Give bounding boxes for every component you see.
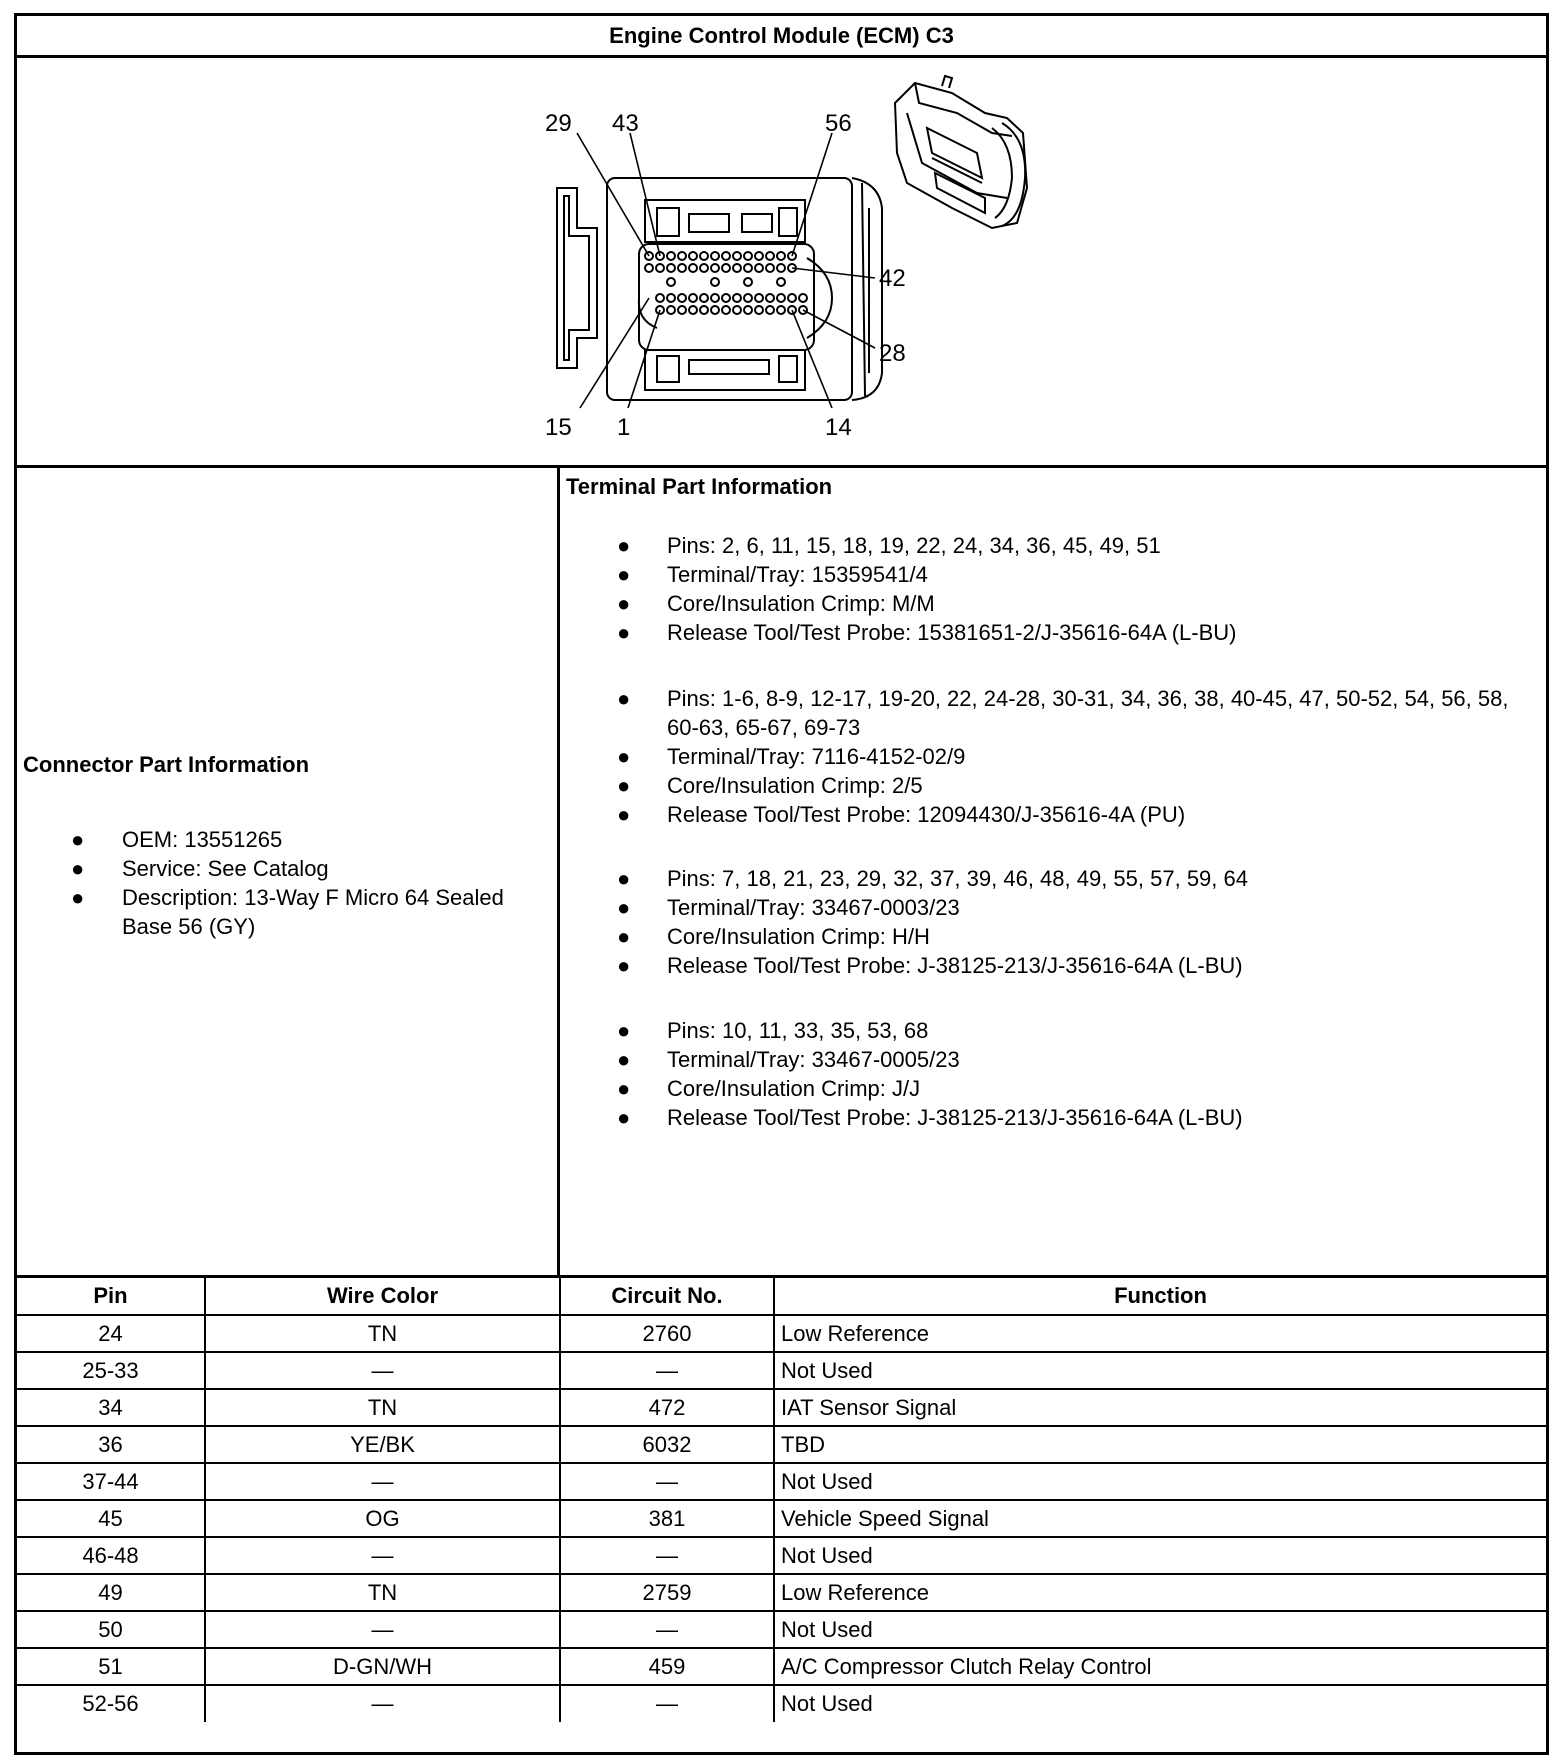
wire-color-cell: TN (205, 1315, 560, 1352)
pin-function-table (17, 1278, 1546, 1722)
circuit-cell: 459 (560, 1648, 774, 1685)
terminal-info-item: ● Pins: 10, 11, 33, 35, 53, 68 (617, 1018, 929, 1043)
terminal-info-item: ● Core/Insulation Crimp: M/M (617, 591, 935, 616)
circuit-cell: 6032 (560, 1426, 774, 1463)
circuit-cell: 2759 (560, 1574, 774, 1611)
leader-lines (577, 133, 875, 408)
pin-label-56: 56 (825, 110, 852, 137)
function-cell: Not Used (774, 1352, 1546, 1389)
function-cell: A/C Compressor Clutch Relay Control (774, 1648, 1546, 1685)
pin-row-bottom (656, 294, 807, 314)
pin-cell: 36 (17, 1426, 205, 1463)
terminal-part-info (560, 468, 1546, 1275)
table-row (17, 1574, 1546, 1611)
connector-info-list (17, 825, 557, 941)
terminal-group-4 (560, 1016, 1546, 1132)
wire-color-cell: — (205, 1463, 560, 1500)
connector-info-item: ● Service: See Catalog (71, 856, 329, 881)
pin-row-middle (667, 278, 785, 286)
pin-label-42: 42 (879, 265, 906, 292)
function-cell: Low Reference (774, 1574, 1546, 1611)
function-cell: Vehicle Speed Signal (774, 1500, 1546, 1537)
wire-color-cell: TN (205, 1574, 560, 1611)
connector-info-heading: Connector Part Information (23, 752, 310, 777)
terminal-info-item: ● Core/Insulation Crimp: H/H (617, 924, 930, 949)
pin-cell: 37-44 (17, 1463, 205, 1500)
wire-color-cell: — (205, 1611, 560, 1648)
pin-cell: 52-56 (17, 1685, 205, 1722)
table-row (17, 1315, 1546, 1352)
col-header-wire-color: Wire Color (205, 1278, 560, 1315)
pin-cell: 51 (17, 1648, 205, 1685)
connector-info-item: ● Description: 13-Way F Micro 64 Sealed Base 56 (GY) (71, 885, 504, 939)
table-row (17, 1352, 1546, 1389)
connector-right-flange (852, 178, 882, 400)
col-header-pin: Pin (17, 1278, 205, 1315)
circuit-cell: 381 (560, 1500, 774, 1537)
terminal-info-item: ● Release Tool/Test Probe: 15381651-2/J-35616-64A (L-BU) (617, 620, 1237, 645)
terminal-info-item: ● Terminal/Tray: 33467-0003/23 (617, 895, 960, 920)
connector-info-item: ● OEM: 13551265 (71, 827, 283, 852)
circuit-cell: — (560, 1611, 774, 1648)
col-header-circuit-no: Circuit No. (560, 1278, 774, 1315)
pin-label-29: 29 (545, 110, 572, 137)
part-info-row (17, 468, 1546, 1278)
wire-color-cell: D-GN/WH (205, 1648, 560, 1685)
connector-diagram (17, 58, 1546, 465)
terminal-info-item: ● Pins: 7, 18, 21, 23, 29, 32, 37, 39, 46, 48, 49, 55, 57, 59, 64 (617, 866, 1248, 891)
pin-label-15: 15 (545, 414, 572, 441)
wire-color-cell: — (205, 1537, 560, 1574)
terminal-info-item: ● Pins: 2, 6, 11, 15, 18, 19, 22, 24, 34, 36, 45, 49, 51 (617, 533, 1161, 558)
circuit-cell: 2760 (560, 1315, 774, 1352)
table-row (17, 1648, 1546, 1685)
table-row (17, 1389, 1546, 1426)
pin-row-top (645, 252, 796, 272)
function-cell: Not Used (774, 1611, 1546, 1648)
pin-cell: 24 (17, 1315, 205, 1352)
terminal-info-item: ● Release Tool/Test Probe: J-38125-213/J-35616-64A (L-BU) (617, 1105, 1243, 1130)
wire-color-cell: OG (205, 1500, 560, 1537)
connector-part-info (17, 468, 560, 1275)
terminal-info-item: ● Terminal/Tray: 15359541/4 (617, 562, 928, 587)
terminal-group-3 (560, 864, 1546, 980)
table-header-row (17, 1278, 1546, 1315)
terminal-info-item: ● Core/Insulation Crimp: J/J (617, 1076, 921, 1101)
function-cell: Low Reference (774, 1315, 1546, 1352)
wire-color-cell: — (205, 1685, 560, 1722)
pin-cell: 34 (17, 1389, 205, 1426)
pin-cell: 50 (17, 1611, 205, 1648)
function-cell: Not Used (774, 1685, 1546, 1722)
pin-cell: 25-33 (17, 1352, 205, 1389)
terminal-info-item: ● Terminal/Tray: 33467-0005/23 (617, 1047, 960, 1072)
wire-color-cell: — (205, 1352, 560, 1389)
table-row (17, 1463, 1546, 1500)
circuit-cell: — (560, 1685, 774, 1722)
terminal-info-item: ● Terminal/Tray: 7116-4152-02/9 (617, 744, 966, 769)
function-cell: IAT Sensor Signal (774, 1389, 1546, 1426)
table-row (17, 1537, 1546, 1574)
table-row (17, 1611, 1546, 1648)
connector-isometric-view (895, 76, 1027, 228)
wire-color-cell: TN (205, 1389, 560, 1426)
pin-cell: 49 (17, 1574, 205, 1611)
circuit-cell: — (560, 1352, 774, 1389)
connector-document (14, 13, 1549, 1755)
pin-cell: 46-48 (17, 1537, 205, 1574)
circuit-cell: — (560, 1537, 774, 1574)
table-row (17, 1500, 1546, 1537)
terminal-info-item: ● Core/Insulation Crimp: 2/5 (617, 773, 923, 798)
pin-label-14: 14 (825, 414, 852, 441)
table-row (17, 1426, 1546, 1463)
terminal-group-2 (560, 684, 1546, 829)
wire-color-cell: YE/BK (205, 1426, 560, 1463)
pin-cell: 45 (17, 1500, 205, 1537)
terminal-group-1 (560, 531, 1546, 647)
terminal-info-item: ● Pins: 1-6, 8-9, 12-17, 19-20, 22, 24-28, 30-31, 34, 36, 38, 40-45, 47, 50-52, 54, 56, 58, 60-63, 65-67, 69-73 (617, 686, 1509, 740)
terminal-info-heading: Terminal Part Information (566, 474, 833, 499)
circuit-cell: — (560, 1463, 774, 1500)
pin-label-1: 1 (617, 414, 631, 441)
function-cell: Not Used (774, 1463, 1546, 1500)
terminal-info-item: ● Release Tool/Test Probe: 12094430/J-35616-4A (PU) (617, 802, 1186, 827)
function-cell: Not Used (774, 1537, 1546, 1574)
pin-label-28: 28 (879, 340, 906, 367)
terminal-info-item: ● Release Tool/Test Probe: J-38125-213/J-35616-64A (L-BU) (617, 953, 1243, 978)
document-title: Engine Control Module (ECM) C3 (17, 16, 1546, 58)
table-row (17, 1685, 1546, 1722)
function-cell: TBD (774, 1426, 1546, 1463)
col-header-function: Function (774, 1278, 1546, 1315)
connector-diagram-panel (17, 58, 1546, 468)
circuit-cell: 472 (560, 1389, 774, 1426)
pin-label-43: 43 (612, 110, 639, 137)
